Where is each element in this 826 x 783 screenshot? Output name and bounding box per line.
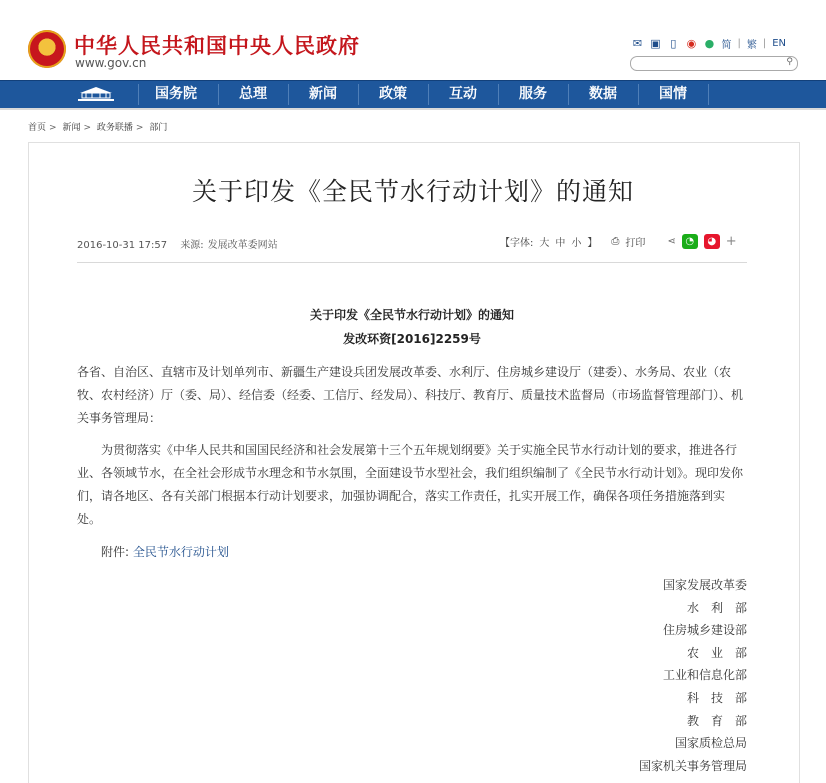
mobile-icon[interactable]: ▯ [670, 36, 677, 50]
national-emblem-logo[interactable] [28, 30, 66, 68]
nav-item-policy[interactable]: 政策 [379, 86, 407, 102]
nav-divider [138, 84, 139, 105]
tool-separator: | [762, 38, 767, 49]
document-title: 关于印发《全民节水行动计划》的通知 [309, 308, 514, 322]
printer-icon[interactable]: ⎙ [611, 236, 620, 247]
weibo-share-icon[interactable]: ◕ [704, 234, 720, 249]
wechat-icon[interactable]: ● [704, 36, 715, 50]
breadcrumb-separator: > [83, 123, 91, 133]
simplified-link[interactable]: 简 [721, 40, 732, 51]
signer: 工业和信息化部 [662, 668, 747, 683]
english-link[interactable]: EN [772, 38, 786, 49]
article-meta [77, 236, 288, 251]
tool-separator: | [737, 38, 741, 49]
signer: 住房城乡建设部 [662, 623, 747, 638]
breadcrumb-home[interactable]: 首页 [28, 123, 47, 133]
breadcrumb-departments[interactable]: 部门 [149, 123, 168, 133]
mail-icon[interactable]: ✉ [632, 36, 643, 50]
share-icon[interactable]: ⋖ [667, 236, 676, 247]
site-title[interactable]: 中华人民共和国中央人民政府 [74, 34, 360, 58]
print-button[interactable]: 打印 [625, 238, 646, 249]
meta-divider [77, 262, 747, 263]
signer: 教 育 部 [686, 713, 747, 728]
search-input[interactable] [630, 56, 798, 71]
more-share-button[interactable]: + [725, 234, 737, 249]
nav-item-news[interactable]: 新闻 [309, 86, 337, 102]
signer: 科 技 部 [686, 690, 747, 705]
home-icon[interactable] [74, 85, 118, 103]
breadcrumb-separator: > [49, 123, 57, 133]
weibo-icon[interactable]: ◉ [686, 36, 697, 50]
nav-underline [0, 108, 826, 110]
traditional-link[interactable]: 繁 [746, 40, 757, 51]
document-number: 发改环资[2016]2259号 [343, 332, 481, 346]
nav-item-service[interactable]: 服务 [519, 86, 547, 102]
signatories [600, 574, 747, 777]
header-tools [631, 36, 786, 51]
breadcrumb [28, 120, 167, 133]
body-paragraph: 为贯彻落实《中华人民共和国国民经济和社会发展第十三个五年规划纲要》关于实施全民节水行动计划的要求，推进各行业、各领域节水，在全社会形成节水理念和节水氛围，全面建设节水型社会，我们组织编制了《全民节水行动计划》。现印发你们，请各地区、各有关部门根据本行动计划要求，加强协调配合，落实工作责任，扎实开展工作，确保各项任务措施落到实处。 [77, 443, 744, 526]
font-size-close: 】 [587, 238, 598, 249]
nav-divider [708, 84, 709, 105]
attachment-label: 附件: [101, 545, 130, 559]
font-size-large[interactable]: 大 [539, 238, 550, 249]
signer: 农 业 部 [686, 645, 747, 660]
publish-date: 2016-10-31 17:57 [77, 240, 168, 251]
breadcrumb-separator: > [135, 123, 144, 133]
nav-item-data[interactable]: 数据 [589, 86, 617, 102]
search-icon[interactable]: ⚲ [786, 57, 793, 67]
wechat-share-icon[interactable]: ◔ [682, 234, 698, 249]
font-size-label: 【字体: [500, 238, 534, 249]
article-tools [500, 234, 737, 249]
signer: 国家发展改革委 [662, 578, 747, 592]
font-size-small[interactable]: 小 [571, 238, 582, 249]
attachment-link[interactable]: 全民节水行动计划 [132, 545, 229, 559]
addressee-paragraph: 各省、自治区、直辖市及计划单列市、新疆生产建设兵团发展改革委、水利厅、住房城乡建设厅（建委）、水务局、农业（农牧、农村经济）厅（委、局）、经信委（经委、工信厅、经发局）、科技厅、教育厅、质量技术监督局（市场监督管理部门）、机关事务管理局： [77, 365, 744, 425]
page-title: 关于印发《全民节水行动计划》的通知 [191, 177, 634, 206]
source-name: 发展改革委网站 [207, 240, 278, 251]
signer: 国家质检总局 [674, 736, 747, 751]
attachment [101, 543, 229, 560]
nav-item-interaction[interactable]: 互动 [449, 86, 477, 102]
nav-item-national-info[interactable]: 国情 [659, 86, 687, 102]
site-url[interactable]: www.gov.cn [75, 56, 147, 70]
signer: 水 利 部 [686, 600, 747, 615]
breadcrumb-news[interactable]: 新闻 [62, 123, 81, 133]
nav-item-state-council[interactable]: 国务院 [155, 86, 197, 102]
nav-item-premier[interactable]: 总理 [239, 86, 267, 102]
source-label: 来源: [180, 240, 204, 251]
font-size-medium[interactable]: 中 [555, 238, 566, 249]
main-nav [0, 80, 826, 109]
breadcrumb-gov-feed[interactable]: 政务联播 [96, 123, 133, 133]
signer: 国家机关事务管理局 [638, 758, 747, 773]
message-icon[interactable]: ▣ [650, 36, 661, 50]
